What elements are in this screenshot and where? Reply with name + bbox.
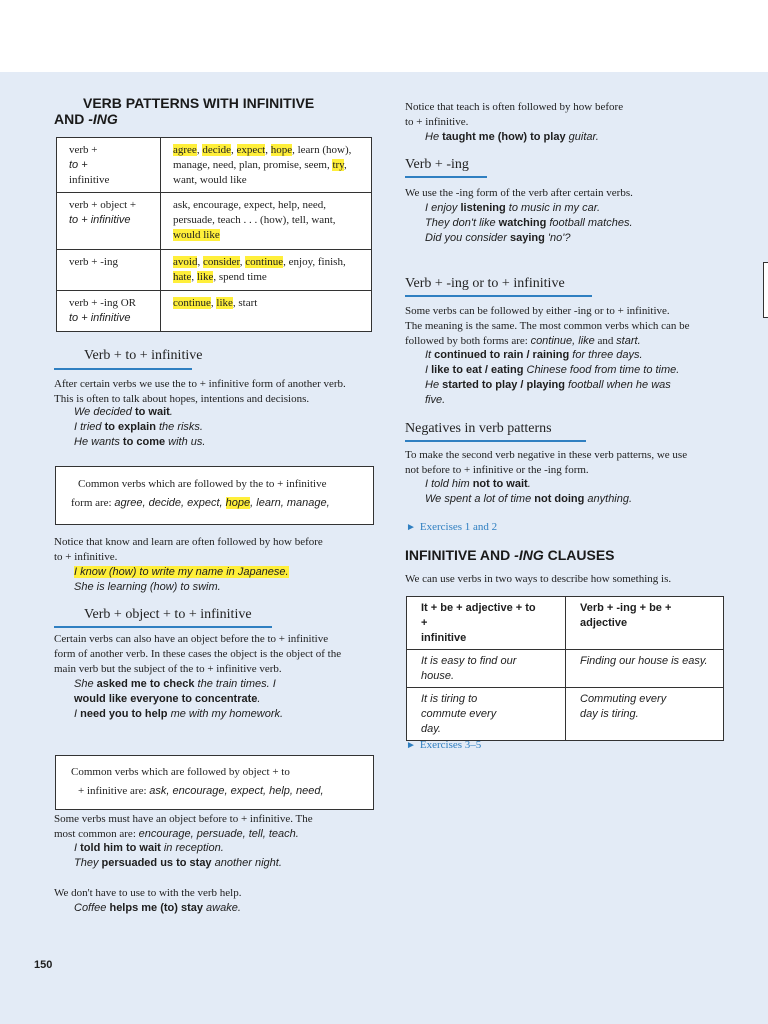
example-text: Did you consider: [425, 232, 510, 244]
paragraph-verbs: start.: [616, 335, 641, 347]
example-text: .: [169, 406, 173, 418]
example-line: [74, 405, 205, 420]
page-number: 150: [34, 959, 53, 971]
box-text: form are:: [71, 497, 115, 509]
cell-text: Commuting every: [580, 693, 667, 705]
triangle-right-icon: ►: [406, 522, 416, 533]
example-line: [425, 348, 679, 363]
cell-text: to + infinitive: [69, 312, 131, 324]
example-bold: to come: [122, 436, 166, 448]
box-verbs: , learn, manage,: [250, 497, 330, 509]
box-verbs: ask, encourage, expect, help, need,: [149, 785, 324, 797]
example-line: [425, 477, 632, 492]
example-text: 'no'?: [544, 232, 571, 244]
example-text: I tried: [74, 421, 105, 433]
table-cell: [566, 650, 724, 688]
example-bold: listening: [460, 202, 506, 214]
heading-underline: [405, 295, 592, 297]
example-text: I: [425, 364, 432, 376]
negatives-paragraph: [405, 448, 687, 478]
cell-text: Finding our house is easy.: [580, 655, 708, 667]
ing-paragraph: We use the -ing form of the verb after certain verbs.: [405, 187, 633, 199]
example-bold: watching: [498, 217, 547, 229]
example-line: [74, 707, 283, 722]
table-row: [407, 688, 724, 741]
example-text: He: [425, 131, 443, 143]
example-text: They: [74, 857, 102, 869]
table-row: [57, 138, 372, 193]
example-line: [74, 692, 283, 707]
example-line: [74, 420, 205, 435]
heading-underline: [54, 368, 192, 370]
paragraph-line: to + infinitive.: [54, 551, 118, 563]
table-row: [57, 193, 372, 250]
example-text: .: [257, 693, 261, 705]
heading-underline: [405, 440, 586, 442]
main-title-ing: -ING: [88, 111, 118, 127]
example-text: the risks.: [155, 421, 203, 433]
cell-text: day.: [421, 723, 441, 735]
table-cell: [566, 688, 724, 741]
example-line: [425, 201, 633, 216]
ing-or-to-examples: [425, 348, 679, 408]
common-verbs-box-1: [55, 466, 374, 525]
table-header-cell: [566, 597, 724, 650]
example-text: We spent a lot of time: [425, 493, 535, 505]
example-text: They don't like: [425, 217, 499, 229]
pattern-verbs-cell: avoid, consider, continue, enjoy, finish, hate, like, spend time: [161, 250, 372, 291]
example-bold: to wait: [134, 406, 170, 418]
example-bold: would like everyone to concentrate: [74, 693, 258, 705]
paragraph-line: The meaning is the same. The most common verbs which can be: [405, 320, 690, 332]
example-bold: to explain: [104, 421, 156, 433]
paragraph-line: Notice that know and learn are often followed by how before: [54, 536, 323, 548]
common-verbs-box-2: [55, 755, 374, 810]
example-bold: not to wait: [472, 478, 528, 490]
clauses-title-part: CLAUSES: [543, 547, 615, 563]
example-bold: taught me (how) to play: [442, 131, 566, 143]
example-highlight: I know (how) to write my name in Japanese.: [74, 566, 289, 578]
box-line: Common verbs which are followed by the to + infinitive: [78, 478, 327, 490]
ing-examples: [425, 201, 633, 246]
example-bold: need you to help: [80, 708, 168, 720]
header-text: adjective: [580, 617, 628, 629]
clauses-table: [406, 596, 724, 741]
pattern-label-cell: [57, 291, 161, 332]
example-line: [74, 856, 282, 871]
must-object-paragraph: [54, 812, 313, 842]
box-verb-highlight: hope: [225, 497, 251, 509]
example-text: I told him: [425, 478, 473, 490]
box-verbs: agree, decide, expect,: [114, 497, 226, 509]
paragraph-line: This is often to talk about hopes, intentions and decisions.: [54, 393, 310, 405]
paragraph-line: After certain verbs we use the to + infinitive form of another verb.: [54, 378, 346, 390]
cell-text: house.: [421, 670, 455, 682]
ing-or-to-paragraph: [405, 304, 690, 349]
example-bold: not doing: [534, 493, 585, 505]
object-paragraph: [54, 632, 341, 677]
example-text: She: [74, 678, 97, 690]
main-title-and: AND: [54, 111, 89, 127]
cell-text: verb + object +: [69, 199, 137, 211]
object-examples: [74, 677, 283, 722]
example-bold: started to play / playing: [442, 379, 565, 391]
section-heading-ing: Verb + -ing: [405, 157, 469, 172]
pattern-label-cell: [57, 250, 161, 291]
box-line: [71, 496, 330, 511]
example-text: I enjoy: [425, 202, 461, 214]
box-line: [78, 784, 324, 799]
exercises-2-link[interactable]: [406, 735, 481, 753]
example-text: the train times. I: [194, 678, 276, 690]
header-text: Verb + -ing + be +: [580, 602, 672, 614]
section-heading-ing-or-to: Verb + -ing or to + infinitive: [405, 276, 565, 291]
cell-text: infinitive: [69, 174, 110, 186]
paragraph-line: not before to + infinitive or the -ing form.: [405, 464, 589, 476]
must-object-examples: [74, 841, 282, 871]
example-bold: continued to rain / raining: [434, 349, 570, 361]
paragraph-line: Certain verbs can also have an object before the to + infinitive: [54, 633, 329, 645]
main-title-line1: VERB PATTERNS WITH INFINITIVE: [83, 95, 315, 111]
example-line: [425, 216, 633, 231]
header-text: It + be + adjective + to: [421, 602, 536, 614]
heading-underline: [54, 626, 272, 628]
section-heading-to-infinitive: Verb + to + infinitive: [84, 348, 203, 363]
example-line: five.: [425, 394, 446, 406]
example-line: [74, 565, 289, 580]
pattern-label-cell: [57, 138, 161, 193]
paragraph-verbs: encourage, persuade, tell, teach.: [138, 828, 299, 840]
pattern-label-cell: [57, 193, 161, 250]
triangle-right-icon: ►: [406, 740, 416, 751]
cell-text: verb + -ing OR: [69, 297, 136, 309]
table-row: [407, 597, 724, 650]
header-text: +: [421, 617, 428, 629]
notice-know-examples: [74, 565, 289, 595]
notice-know-learn: [54, 535, 323, 565]
table-header-cell: [407, 597, 566, 650]
cell-text: verb +: [69, 144, 98, 156]
section-heading-negatives: Negatives in verb patterns: [405, 421, 552, 436]
pattern-verbs-cell: continue, like, start: [161, 291, 372, 332]
paragraph-line: Some verbs can be followed by either -ing or to + infinitive.: [405, 305, 670, 317]
example-bold: helps me (to) stay: [109, 902, 203, 914]
example-bold: saying: [510, 232, 545, 244]
section-heading-object: Verb + object + to + infinitive: [84, 607, 252, 622]
exercises-1-link[interactable]: [406, 517, 497, 535]
table-row: [57, 250, 372, 291]
cell-text: to + infinitive: [69, 214, 131, 226]
box-text: + infinitive are:: [78, 785, 150, 797]
main-title: [83, 95, 314, 111]
cell-text: to +: [69, 159, 88, 171]
example-text: He wants: [74, 436, 123, 448]
example-text: It: [425, 349, 435, 361]
exercises-link-text[interactable]: Exercises 1 and 2: [419, 521, 498, 533]
box-line: Common verbs which are followed by object + to: [71, 766, 290, 778]
example-line: [74, 677, 283, 692]
example-text: He: [425, 379, 443, 391]
page-top-margin: [0, 0, 768, 72]
example-line: [74, 841, 282, 856]
notice-teach: [405, 100, 623, 130]
clauses-title-part: INFINITIVE AND: [405, 547, 515, 563]
cell-text: verb + -ing: [69, 256, 118, 268]
paragraph-text: and: [594, 335, 617, 347]
example-text: anything.: [584, 493, 633, 505]
clauses-title: [405, 547, 615, 563]
paragraph-line: main verb but the subject of the to + infinitive verb.: [54, 663, 282, 675]
table-cell: [407, 688, 566, 741]
example-text: guitar.: [565, 131, 599, 143]
example-text: for three days.: [569, 349, 643, 361]
page-edge-tab: [763, 262, 768, 318]
clauses-paragraph: We can use verbs in two ways to describe how something is.: [405, 573, 672, 585]
paragraph-line: [405, 334, 690, 349]
pattern-verbs-cell: ask, encourage, expect, help, need, persuade, teach . . . (how), tell, want, would like: [161, 193, 372, 250]
example-line: [425, 231, 633, 246]
table-cell: [407, 650, 566, 688]
example-bold: persuaded us to stay: [101, 857, 212, 869]
example-line: [425, 492, 632, 507]
example-bold: like to eat / eating: [431, 364, 524, 376]
example-text: with us.: [165, 436, 206, 448]
example-bold: asked me to check: [96, 678, 195, 690]
main-title-line2: [54, 111, 118, 127]
example-line: [74, 435, 205, 450]
to-infinitive-paragraph: [54, 377, 346, 407]
paragraph-text: most common are:: [54, 828, 139, 840]
example-text: another night.: [211, 857, 282, 869]
example-text: football matches.: [546, 217, 633, 229]
example-text: to music in my car.: [505, 202, 601, 214]
paragraph-verbs: continue, like: [530, 335, 595, 347]
example-bold: told him to wait: [80, 842, 161, 854]
to-infinitive-examples: [74, 405, 205, 450]
example-text: me with my homework.: [167, 708, 284, 720]
help-note: We don't have to use to with the verb help.: [54, 887, 242, 899]
example-text: in reception.: [160, 842, 224, 854]
paragraph-line: To make the second verb negative in these verb patterns, we use: [405, 449, 688, 461]
paragraph-line: form of another verb. In these cases the object is the object of the: [54, 648, 342, 660]
notice-teach-example: [425, 130, 599, 145]
paragraph-line: [54, 827, 313, 842]
header-text: infinitive: [421, 632, 467, 644]
exercises-link-text[interactable]: Exercises 3–5: [419, 739, 482, 751]
paragraph-text: followed by both forms are:: [405, 335, 531, 347]
pattern-verbs-cell: agree, decide, expect, hope, learn (how), manage, need, plan, promise, seem, try, want, would like: [161, 138, 372, 193]
example-line: [425, 363, 679, 378]
table-row: [407, 650, 724, 688]
negatives-examples: [425, 477, 632, 507]
heading-underline: [405, 176, 487, 178]
help-example: [74, 901, 241, 916]
cell-text: day is tiring.: [580, 708, 639, 720]
pattern-table: [56, 137, 372, 332]
example-text: football when he was: [564, 379, 671, 391]
table-row: [57, 291, 372, 332]
paragraph-line: Some verbs must have an object before to + infinitive. The: [54, 813, 313, 825]
cell-text: commute every: [421, 708, 497, 720]
clauses-title-ing: -ING: [514, 547, 544, 563]
example-line: [425, 378, 679, 393]
example-text: Coffee: [74, 902, 110, 914]
example-text: awake.: [203, 902, 241, 914]
example-text: I: [74, 708, 81, 720]
example-text: We decided: [74, 406, 135, 418]
cell-text: It is tiring to: [421, 693, 478, 705]
example-text: I: [74, 842, 81, 854]
paragraph-line: to + infinitive.: [405, 116, 469, 128]
example-line: She is learning (how) to swim.: [74, 581, 221, 593]
example-text: .: [527, 478, 531, 490]
example-text: Chinese food from time to time.: [523, 364, 680, 376]
paragraph-line: Notice that teach is often followed by how before: [405, 101, 624, 113]
cell-text: It is easy to find our: [421, 655, 517, 667]
